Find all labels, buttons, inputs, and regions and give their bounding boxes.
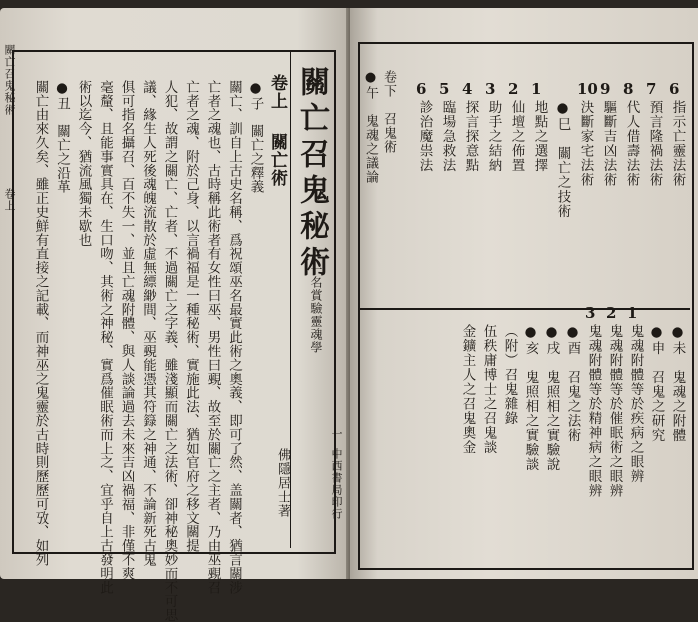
- text-column: 亡者之魂也、古時稱此術者有女性曰巫、男性曰覡、故至於關亡之主者、乃由巫覡召: [204, 80, 221, 595]
- contents-item: 臨場急救法: [439, 100, 456, 173]
- contents-item: 地點之選擇: [531, 100, 548, 173]
- text-column: 議、緣生人死後魂魄流散於虛無縹緲間、巫覡能憑其符籙之神通、不論新死古鬼: [140, 80, 156, 567]
- item-number: 2: [606, 304, 617, 322]
- contents-item: 助手之結納: [485, 100, 502, 173]
- text-column: ●子 關亡之釋義: [247, 80, 264, 194]
- item-number: 1: [531, 80, 542, 98]
- text-column: 術以迄今、猶流風獨未歇也: [75, 80, 92, 247]
- contents-item: ●巳 關亡之技術: [554, 100, 571, 219]
- margin-title: 關亡召鬼秘術: [3, 44, 16, 116]
- volume-two-heading: 卷下 召鬼術: [381, 70, 396, 154]
- contents-item: 探言探意點: [462, 100, 479, 173]
- publisher-imprint: 中西書局印行: [330, 448, 343, 520]
- item-number: 6: [669, 80, 680, 98]
- text-column: 毫釐、且能事實具在、生口吻、其術之神秘、實爲催眠術而上之、宜乎自上古發明此: [97, 80, 113, 595]
- item-number: 1: [627, 304, 638, 322]
- text-column: 人犯、故謂之關亡、亡者、不過關亡之字義、雖淺顯而關亡之法術、卻神秘奧妙而不可思: [161, 80, 178, 622]
- volume-heading: 卷上: [267, 74, 287, 110]
- contents-item: （附）召鬼雜錄: [501, 324, 518, 426]
- item-number: 7: [646, 80, 657, 98]
- author: 佛隱居士著: [275, 448, 290, 518]
- book-subtitle: 一名賞驗靈魂學: [309, 263, 323, 354]
- contents-item: ●戌 鬼照相之實驗說: [543, 324, 560, 472]
- contents-item: 指示亡靈法術: [669, 100, 686, 187]
- margin-volume: 卷上: [3, 188, 16, 212]
- book-title: 關亡召鬼秘術: [294, 66, 329, 282]
- contents-item: ●酉 召鬼之法術: [564, 324, 581, 443]
- item-number: 3: [485, 80, 496, 98]
- right-contents-frame: [358, 42, 694, 570]
- text-column: 關亡、訓自上古史名稱、爲祝頌巫名最實此術之奧義、即可了然、盖關者、猶言關涉: [226, 80, 242, 595]
- item-number: 4: [462, 80, 473, 98]
- contents-item: 仙壇之佈置: [508, 100, 525, 173]
- item-number: 10: [577, 80, 598, 98]
- left-page: [0, 8, 350, 622]
- contents-item: 鬼魂附體等於催眠術之眼辨: [606, 324, 623, 498]
- contents-item: ●亥 鬼照相之實驗談: [522, 324, 539, 472]
- contents-item: 金鑛主人之召鬼奧金: [459, 324, 476, 455]
- item-number: 5: [439, 80, 450, 98]
- item-number: 8: [623, 80, 634, 98]
- contents-item: ●申 召鬼之研究: [648, 324, 665, 443]
- page-edge-number: 一: [330, 428, 343, 440]
- contents-item: 代人借壽法術: [623, 100, 640, 187]
- section-heading: 關亡術: [267, 133, 287, 187]
- contents-item: ●未 鬼魂之附體: [669, 324, 686, 443]
- text-column: ●丑 關亡之沿革: [54, 80, 70, 194]
- item-number: 9: [600, 80, 611, 98]
- contents-item: 伍秩庸博士之召鬼談: [480, 324, 497, 455]
- text-column: 亡者之魂、附於己身、以言禍福是一種秘術、實施此法、猶如官府之移文關提: [183, 80, 199, 553]
- section-wu: ●午 鬼魂之議論: [363, 70, 378, 184]
- right-page: [350, 8, 698, 579]
- contents-item: 鬼魂附體等於疾病之眼辨: [627, 324, 644, 484]
- item-number: 6: [416, 80, 427, 98]
- text-column: 關亡由來久矣、雖正史鮮有直接之記載、而神巫之鬼靈於古時則歷歷可攷、如列: [32, 80, 49, 567]
- contents-item: 預言隆禍法術: [646, 100, 663, 187]
- title-divider: [290, 52, 291, 548]
- contents-item: 鬼魂附體等於精神病之眼辨: [585, 324, 602, 498]
- text-column: 俱可指名攝召、百不失一、並且亡魂附體、與人談論過去未來吉凶禍福、非僅不爽: [118, 80, 135, 581]
- contents-item: 診治魔祟法: [416, 100, 433, 173]
- contents-item: 決斷家宅法術: [577, 100, 594, 187]
- item-number: 2: [508, 80, 519, 98]
- item-number: 3: [585, 304, 596, 322]
- contents-item: 驅斷吉凶法術: [600, 100, 617, 187]
- horizontal-divider: [360, 308, 690, 310]
